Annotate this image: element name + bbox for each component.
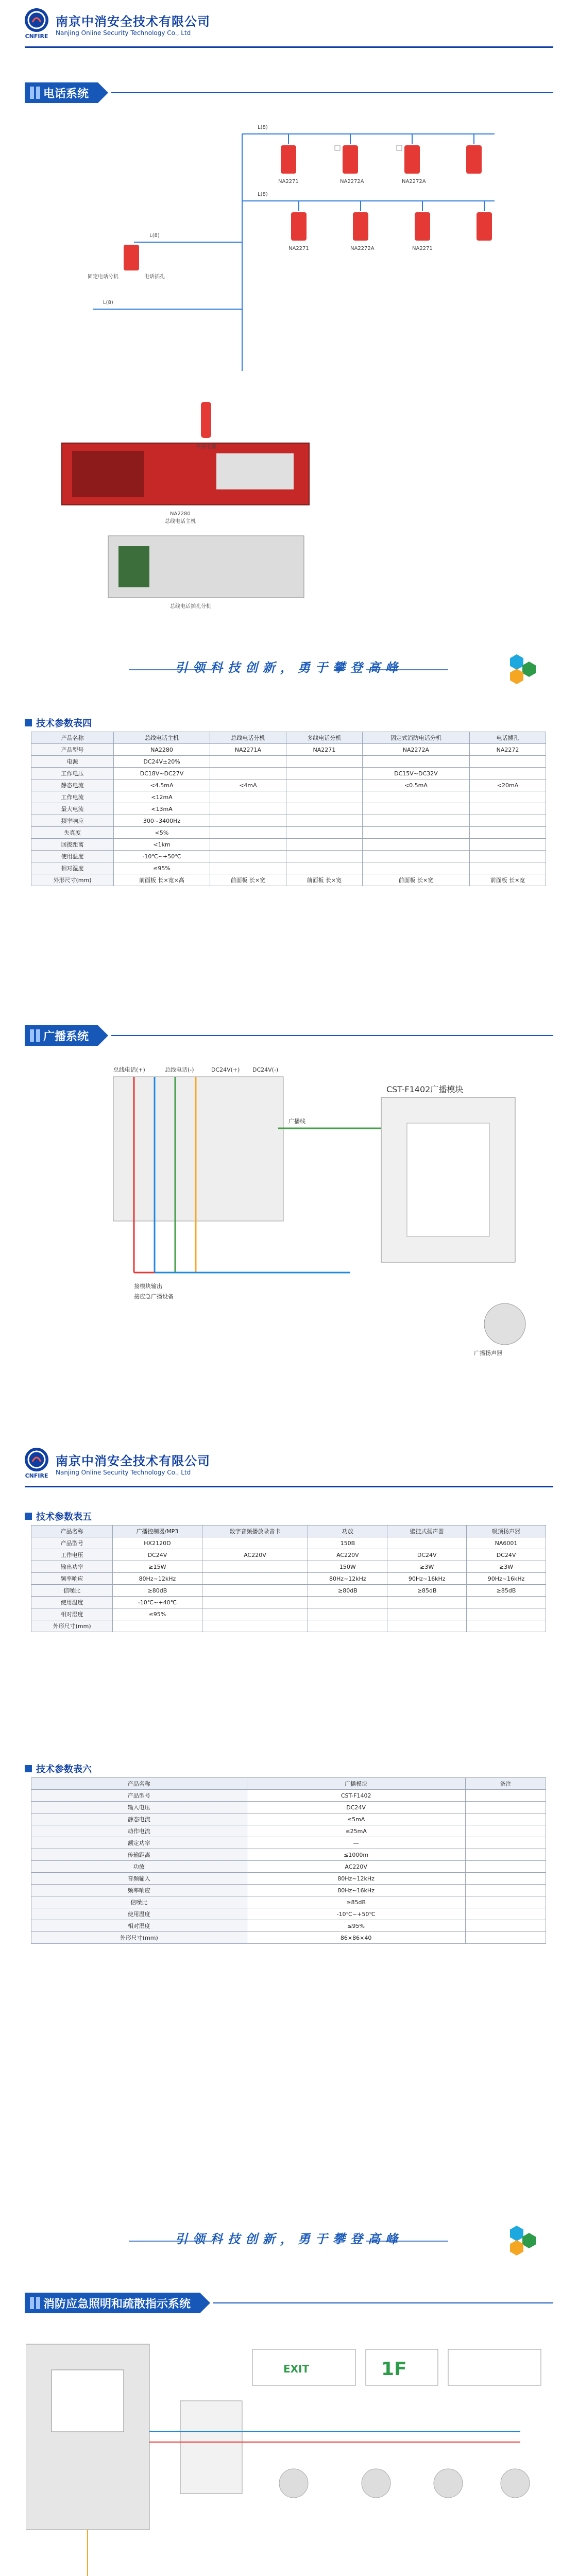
exit-sign-text: EXIT [283,2363,310,2375]
table-row [31,756,546,768]
table-header-cell: 总线电话分机 [210,732,286,744]
table-cell [286,839,362,851]
phone-label: NA2272A [350,246,375,251]
table-cell: DC24V [387,1549,467,1561]
table-cell: DC24V [247,1802,465,1814]
table-cell: — [247,1837,465,1849]
table-cell [467,1608,546,1620]
phone-label: NA2271 [288,246,309,251]
table-cell: 信噪比 [31,1896,247,1908]
table-cell: -10℃~+50℃ [247,1908,465,1920]
table-header-cell: 产品名称 [31,1778,247,1790]
table-cell [286,827,362,839]
table-cell: CST-F1402 [247,1790,465,1802]
table-cell [362,791,469,803]
slogan-text: 引领科技创新，勇于攀登高峰 [175,660,403,675]
table-cell: DC18V~DC27V [114,768,210,779]
section-lighting-header [25,2293,553,2313]
table-cell: <4mA [210,779,286,791]
table-cell: 频率响应 [31,815,114,827]
table-cell: 频率响应 [31,1573,113,1585]
table-row [31,1597,546,1608]
company-header [25,1448,210,1479]
table-cell: NA2271A [210,744,286,756]
table-cell [210,851,286,862]
table-cell [210,815,286,827]
table-cell [387,1620,467,1632]
broadcast-label: 广播线 [288,1118,305,1125]
table-cell: 80Hz~12kHz [113,1573,202,1585]
table-cell [308,1608,387,1620]
table-cell: 功放 [31,1861,247,1873]
table-cell: ≥3W [387,1561,467,1573]
spec-table-4 [31,732,546,886]
table-cell [286,851,362,862]
table-cell: 86×86×40 [247,1932,465,1944]
table-cell: ≥80dB [308,1585,387,1597]
table-cell: 频率响应 [31,1885,247,1896]
table-cell: NA6001 [467,1537,546,1549]
table-row [31,768,546,779]
phone-label: NA2271 [278,179,299,184]
table-cell [202,1620,308,1632]
table-row [31,1608,546,1620]
table-cell [470,839,546,851]
table-cell [465,1885,546,1896]
table-cell: 相对湿度 [31,1608,113,1620]
table-cell [465,1849,546,1861]
table-row [31,862,546,874]
table-cell: 工作电压 [31,1549,113,1561]
table-cell: 使用温度 [31,1908,247,1920]
table-header-cell: 固定式消防电话分机 [362,732,469,744]
table-cell: <5% [114,827,210,839]
company-name-en: Nanjing Online Security Technology Co., Ltd [56,29,191,37]
section-title: 消防应急照明和疏散指示系统 [43,2297,191,2311]
table-cell [362,803,469,815]
table-cell: <4.5mA [114,779,210,791]
table-cell [470,791,546,803]
table-header-cell: 产品名称 [31,1526,113,1537]
header-divider [25,46,553,48]
table-cell: 90Hz~16kHz [387,1573,467,1585]
table-header-cell: 广播控制器/MP3 [113,1526,202,1537]
table-cell: 前面板 长×宽 [286,874,362,886]
table-cell: ≤95% [114,862,210,874]
table-row [31,815,546,827]
table-row [31,1885,546,1896]
table-cell: 前面板 长×宽 [362,874,469,886]
table-cell [465,1932,546,1944]
table-cell: -10℃~+40℃ [113,1597,202,1608]
table-cell: 使用温度 [31,1597,113,1608]
broadcast-label: DC24V(-) [252,1066,279,1073]
table-cell: ≥85dB [247,1896,465,1908]
table-cell [470,851,546,862]
table-row [31,874,546,886]
table-cell [465,1873,546,1885]
floor-sign-text: 1F [381,2359,407,2380]
table-cell: AC220V [202,1549,308,1561]
table-cell [465,1896,546,1908]
table-cell: AC220V [308,1549,387,1561]
table-cell [210,862,286,874]
table-cell [362,839,469,851]
table-header-cell: 总线电话主机 [114,732,210,744]
table-cell [286,815,362,827]
table-cell: 150W [308,1561,387,1573]
phone-label: 固定电话分机 [88,274,118,280]
table-cell [470,768,546,779]
table-cell: ≤95% [247,1920,465,1932]
table-cell [210,839,286,851]
company-short-name: CNFIRE [25,1472,48,1479]
table-header-cell: 备注 [465,1778,546,1790]
table-cell: ≤95% [113,1608,202,1620]
table-header-cell: 吸顶扬声器 [467,1526,546,1537]
broadcast-label: 接应急广播设备 [134,1293,174,1300]
table-row [31,1620,546,1632]
header-divider [25,1486,553,1487]
table-row [31,839,546,851]
table-cell: NA2280 [114,744,210,756]
table-cell [465,1825,546,1837]
table-header-cell: 产品名称 [31,732,114,744]
table-cell [286,791,362,803]
section-broadcast-header [25,1025,553,1046]
table-cell: DC24V±20% [114,756,210,768]
table-cell: 产品型号 [31,1537,113,1549]
table-row [31,1825,546,1837]
table-row [31,1802,546,1814]
table-cell: 300~3400Hz [114,815,210,827]
section-title: 电话系统 [43,87,89,100]
phone-label: 电话插孔 [144,274,165,280]
lighting-diagram [26,2329,551,2576]
table-cell [465,1837,546,1849]
table-cell: 90Hz~16kHz [467,1573,546,1585]
table-cell [467,1620,546,1632]
broadcast-label: 总线电话(+) [113,1066,145,1073]
table-row [31,744,546,756]
table-row [31,1932,546,1944]
table-cell: ≥85dB [387,1585,467,1597]
broadcast-label: 接模块输出 [134,1283,162,1290]
table-cell: 相对湿度 [31,862,114,874]
table-cell: ≥80dB [113,1585,202,1597]
table-row [31,1549,546,1561]
specs4-heading: 技术参数表四 [25,716,92,730]
table-cell: ≤25mA [247,1825,465,1837]
table-cell [362,827,469,839]
table-header-cell: 广播模块 [247,1778,465,1790]
table-cell: <12mA [114,791,210,803]
table-cell [465,1908,546,1920]
table-cell: ≥3W [467,1561,546,1573]
table-cell [202,1561,308,1573]
company-name: 南京中消安全技术有限公司 [56,14,210,29]
broadcast-module-title: CST-F1402广播模块 [386,1084,464,1094]
table-cell: 静态电流 [31,779,114,791]
specs6-heading: 技术参数表六 [25,1762,92,1775]
table-cell: NA2272A [362,744,469,756]
table-cell [202,1537,308,1549]
table-header-cell: 数字音频播放录音卡 [202,1526,308,1537]
table-cell [113,1620,202,1632]
phone-label: L(8) [149,233,160,239]
table-cell: <0.5mA [362,779,469,791]
table-row [31,1573,546,1585]
table-cell: 80Hz~12kHz [247,1873,465,1885]
company-short-name: CNFIRE [25,33,48,40]
table-row [31,1814,546,1825]
table-cell [286,862,362,874]
table-cell: 失真度 [31,827,114,839]
table-cell: 信噪比 [31,1585,113,1597]
table-cell [210,756,286,768]
phone-label: NA2272A [402,179,426,184]
table-cell: <20mA [470,779,546,791]
table-cell: AC220V [247,1861,465,1873]
table-row [31,1790,546,1802]
table-cell [465,1802,546,1814]
table-cell [362,756,469,768]
table-cell: 音频输入 [31,1873,247,1885]
slogan-text: 引领科技创新，勇于攀登高峰 [175,2231,403,2246]
table-row [31,851,546,862]
table-row [31,1873,546,1885]
table-row [31,1908,546,1920]
table-cell: 工作电流 [31,791,114,803]
table-cell [202,1597,308,1608]
spec-table-5 [31,1525,546,1632]
table-cell [308,1597,387,1608]
table-cell [286,803,362,815]
table-cell: 回拨距离 [31,839,114,851]
table-cell: 相对湿度 [31,1920,247,1932]
company-logo-icon [25,8,48,32]
table-row [31,803,546,815]
table-row [31,1920,546,1932]
table-cell: 电源 [31,756,114,768]
table-cell: ≥85dB [467,1585,546,1597]
table-cell [362,851,469,862]
table-cell [465,1814,546,1825]
table-cell: -10℃~+50℃ [114,851,210,862]
table-cell [202,1573,308,1585]
table-row [31,1861,546,1873]
table-cell [465,1790,546,1802]
table-cell [362,862,469,874]
table-cell: NA2272 [470,744,546,756]
phone-label: L(8) [258,125,268,130]
table-cell [470,756,546,768]
table-cell: 额定功率 [31,1837,247,1849]
table-cell: DC24V [113,1549,202,1561]
table-cell: 产品型号 [31,744,114,756]
phone-label: NA2272A [340,179,364,184]
table-cell [470,815,546,827]
table-cell [210,768,286,779]
company-header [25,8,210,40]
table-cell: 80Hz~12kHz [308,1573,387,1585]
broadcast-diagram [31,1056,546,1365]
phone-label: 总线电话主机 [165,519,196,524]
company-name-en: Nanjing Online Security Technology Co., Ltd [56,1469,191,1476]
phone-label: L(8) [258,192,268,197]
table-cell [470,862,546,874]
table-cell: ≤5mA [247,1814,465,1825]
broadcast-label: 广播扬声器 [474,1350,502,1357]
table-cell: 前面板 长×宽 [470,874,546,886]
table-cell: 最大电流 [31,803,114,815]
table-cell [286,768,362,779]
table-row [31,1537,546,1549]
table-cell [470,827,546,839]
table-header-cell: 电话插孔 [470,732,546,744]
table-cell: 传输距离 [31,1849,247,1861]
table-cell [202,1608,308,1620]
phone-system-diagram [31,113,546,629]
table-row [31,1896,546,1908]
table-cell: DC15V~DC32V [362,768,469,779]
phone-label: L(8) [103,300,113,306]
table-cell: 前面板 长×宽×高 [114,874,210,886]
table-row [31,1849,546,1861]
company-name: 南京中消安全技术有限公司 [56,1454,210,1468]
table-cell [465,1920,546,1932]
table-cell: NA2271 [286,744,362,756]
table-cell: <13mA [114,803,210,815]
section-phone-header [25,82,553,103]
table-cell: 静态电流 [31,1814,247,1825]
table-cell [210,791,286,803]
phone-label: NA2271 [412,246,433,251]
table-cell: 150B [308,1537,387,1549]
table-row [31,1561,546,1573]
table-cell: 动作电流 [31,1825,247,1837]
table-row [31,779,546,791]
phone-label: NA2280 [170,511,191,517]
table-cell [210,827,286,839]
table-cell [210,803,286,815]
table-cell: <1km [114,839,210,851]
table-cell: 外形尺寸(mm) [31,1620,113,1632]
table-cell [465,1861,546,1873]
table-row [31,827,546,839]
table-cell [308,1620,387,1632]
slogan-banner [0,2205,578,2267]
table-cell: ≤1000m [247,1849,465,1861]
table-row [31,791,546,803]
table-cell [387,1608,467,1620]
table-cell: 外形尺寸(mm) [31,874,114,886]
table-cell [286,779,362,791]
table-cell [467,1597,546,1608]
table-cell: 使用温度 [31,851,114,862]
company-logo-icon [25,1448,48,1471]
table-cell [470,803,546,815]
specs5-heading: 技术参数表五 [25,1510,92,1523]
table-cell: HX2120D [113,1537,202,1549]
spec-table-6 [31,1777,546,1944]
table-cell: DC24V [467,1549,546,1561]
broadcast-label: DC24V(+) [211,1066,240,1073]
broadcast-label: 总线电话(-) [165,1066,194,1073]
slogan-banner [0,634,578,696]
table-header-cell: 多线电话分机 [286,732,362,744]
table-cell: 前面板 长×宽 [210,874,286,886]
table-cell [202,1585,308,1597]
table-cell: 工作电压 [31,768,114,779]
table-header-cell: 功放 [308,1526,387,1537]
table-cell: 输入电压 [31,1802,247,1814]
table-cell [387,1597,467,1608]
table-cell [387,1537,467,1549]
table-cell: 80Hz~16kHz [247,1885,465,1896]
phone-label: 手持电话 [196,444,216,450]
table-header-cell: 壁挂式扬声器 [387,1526,467,1537]
table-cell: 外形尺寸(mm) [31,1932,247,1944]
table-row [31,1837,546,1849]
table-cell: ≥15W [113,1561,202,1573]
table-cell: 产品型号 [31,1790,247,1802]
phone-label: 总线电话插孔分机 [170,604,211,609]
table-cell [362,815,469,827]
section-title: 广播系统 [43,1030,89,1043]
table-cell: 输出功率 [31,1561,113,1573]
table-cell [286,756,362,768]
table-row [31,1585,546,1597]
